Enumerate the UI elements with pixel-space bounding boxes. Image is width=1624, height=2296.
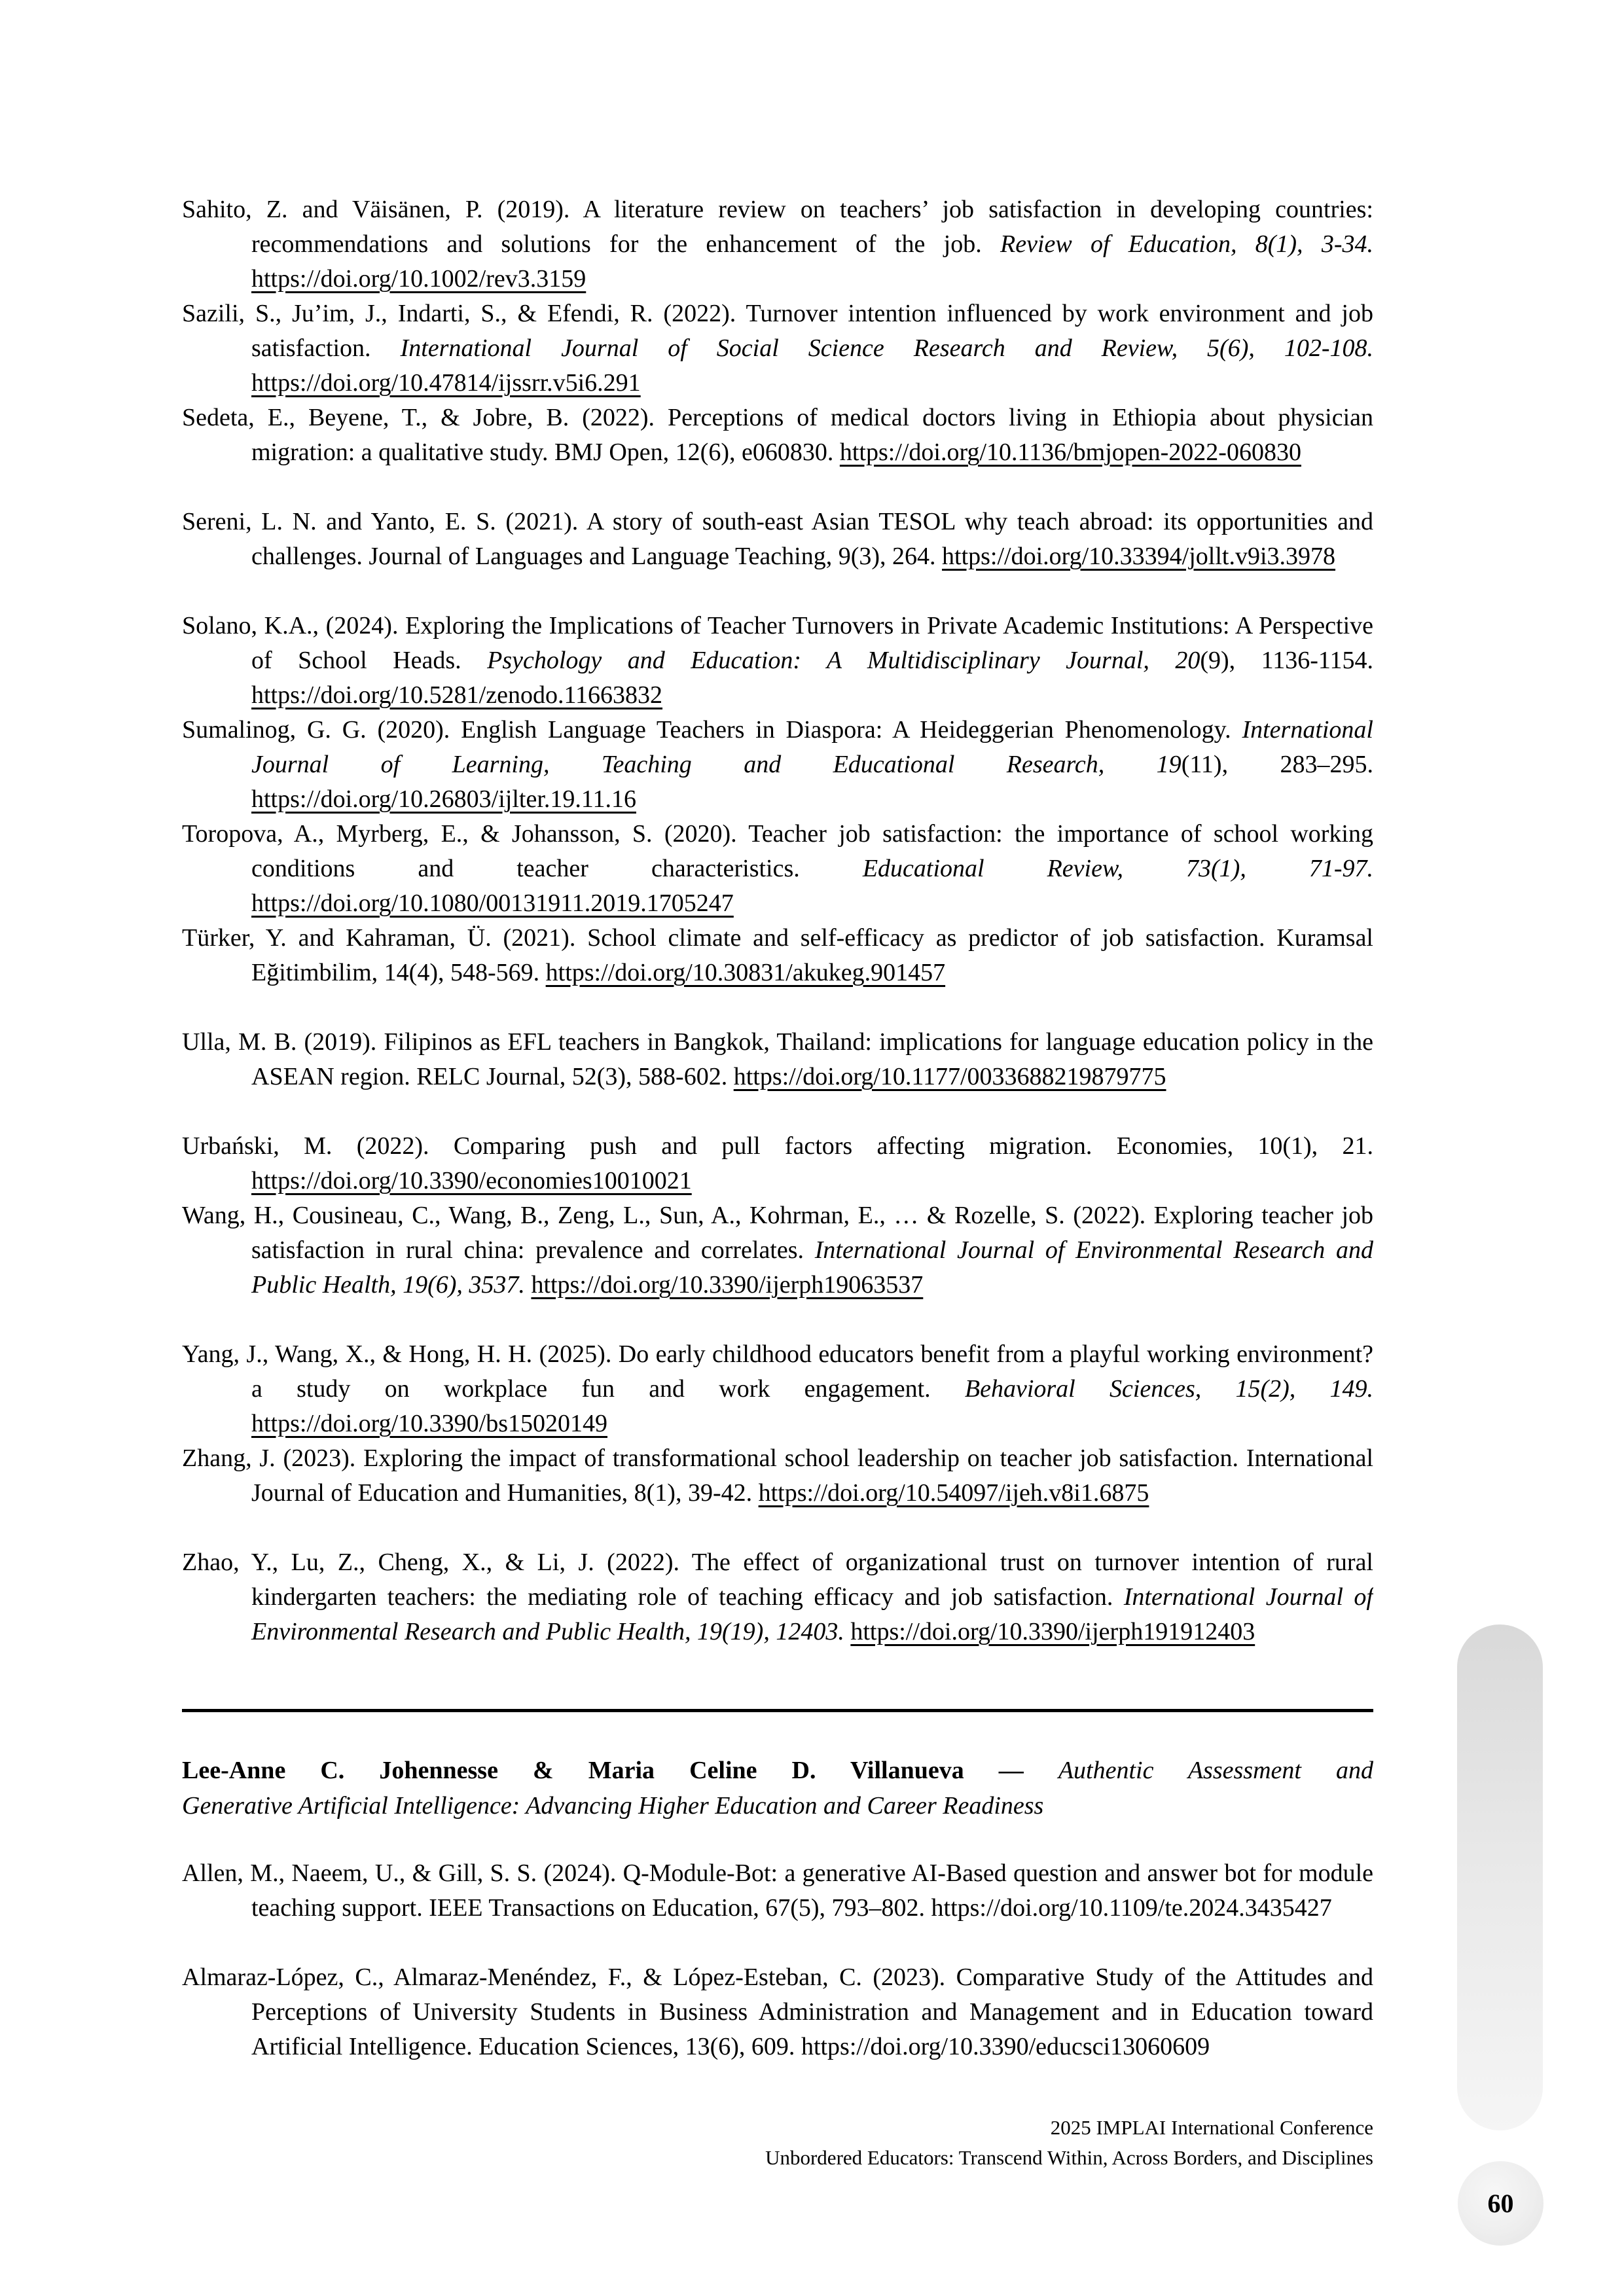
doi-link[interactable]: https://doi.org/10.3390/economies10010021 xyxy=(251,1167,692,1194)
section-header-title-end: Generative Artificial Intelligence: Advancing Higher Education and Career Readiness xyxy=(182,1792,1044,1820)
reference-text: Almaraz-López, C., Almaraz-Menéndez, F., & López-Esteban, C. (2023). Comparative Study of the Attitudes and Perceptions of University Students in Business Administration and Management and in Education toward Artificial Intelligence. Education Sciences, 13(6), 609. xyxy=(182,1964,1373,2060)
reference-entry xyxy=(182,1960,1373,2099)
doi-link[interactable]: https://doi.org/10.3390/bs15020149 xyxy=(251,1410,608,1437)
doi-link[interactable]: https://doi.org/10.1177/0033688219879775 xyxy=(733,1063,1166,1090)
reference-entry xyxy=(182,713,1373,817)
page-footer xyxy=(182,2113,1373,2173)
section-header xyxy=(182,1753,1373,1823)
page-content xyxy=(182,192,1373,2099)
reference-text: Sedeta, E., Beyene, T., & Jobre, B. (2022). Perceptions of medical doctors living in Ethiopia about physician migration: a qualitative study. BMJ Open, 12(6), e060830. xyxy=(182,404,1373,466)
reference-text: Yang, J., Wang, X., & Hong, H. H. (2025). Do early childhood educators benefit from a playful working environment? a study on workplace fun and work engagement. xyxy=(182,1340,1373,1403)
page-edge-decoration xyxy=(1457,1624,1543,2130)
references-section-1 xyxy=(182,192,1373,1684)
journal-title-italic: Educational Review, 73(1), 71-97. xyxy=(862,855,1373,882)
page-number: 60 xyxy=(1487,2189,1514,2218)
reference-entry xyxy=(182,1129,1373,1198)
doi-url[interactable]: https://doi.org/10.3390/educsci13060609 xyxy=(801,2033,1210,2060)
journal-title-italic: International Journal of Learning, Teaching and Educational Research, 19 xyxy=(251,716,1373,778)
reference-entry xyxy=(182,401,1373,505)
reference-text: Zhang, J. (2023). Exploring the impact of transformational school leadership on teacher job satisfaction. International Journal of Education and Humanities, 8(1), 39-42. xyxy=(182,1444,1373,1507)
reference-text: Sahito, Z. and Väisänen, P. (2019). A literature review on teachers’ job satisfaction in developing countries: recommendations and solutions for the enhancement of the job. xyxy=(182,196,1373,258)
doi-link[interactable]: https://doi.org/10.47814/ijssrr.v5i6.291 xyxy=(251,369,641,397)
reference-entry xyxy=(182,817,1373,921)
reference-entry xyxy=(182,1441,1373,1545)
reference-text: Zhao, Y., Lu, Z., Cheng, X., & Li, J. (2022). The effect of organizational trust on turnover intention of rural kindergarten teachers: the mediating role of teaching efficacy and job satisfaction. xyxy=(182,1549,1373,1611)
doi-link[interactable]: https://doi.org/10.26803/ijlter.19.11.16 xyxy=(251,785,636,813)
reference-text xyxy=(525,1271,532,1299)
doi-link[interactable]: https://doi.org/10.33394/jollt.v9i3.3978 xyxy=(942,543,1336,570)
doi-link[interactable]: https://doi.org/10.5281/zenodo.11663832 xyxy=(251,681,663,709)
reference-entry xyxy=(182,921,1373,1025)
reference-entry xyxy=(182,505,1373,609)
reference-text: Türker, Y. and Kahraman, Ü. (2021). School climate and self-efficacy as predictor of job satisfaction. Kuramsal Eğitimbilim, 14(4), 548-569. xyxy=(182,924,1373,986)
reference-text: Ulla, M. B. (2019). Filipinos as EFL teachers in Bangkok, Thailand: implications for language education policy in the ASEAN region. RELC Journal, 52(3), 588-602. xyxy=(182,1028,1373,1090)
section-header-line2 xyxy=(182,1788,1373,1823)
doi-link[interactable]: https://doi.org/10.1136/bmjopen-2022-060830 xyxy=(839,439,1301,466)
reference-text xyxy=(844,1618,851,1645)
section-header-title-start: Authentic Assessment and xyxy=(1058,1757,1373,1784)
doi-link[interactable]: https://doi.org/10.54097/ijeh.v8i1.6875 xyxy=(758,1479,1149,1507)
reference-entry xyxy=(182,1198,1373,1337)
doi-link[interactable]: https://doi.org/10.1080/00131911.2019.1705247 xyxy=(251,889,734,917)
reference-entry xyxy=(182,296,1373,401)
reference-entry xyxy=(182,1337,1373,1441)
journal-title-italic: Psychology and Education: A Multidisciplinary Journal, 20 xyxy=(487,647,1200,674)
journal-title-italic: International Journal of Social Science Research and Review, 5(6), 102-108. xyxy=(400,334,1373,362)
reference-text: (11), 283–295. xyxy=(1181,751,1373,778)
reference-text: Allen, M., Naeem, U., & Gill, S. S. (2024). Q-Module-Bot: a generative AI-Based question and answer bot for module teaching support. IEEE Transactions on Education, 67(5), 793–802. xyxy=(182,1859,1373,1922)
reference-entry xyxy=(182,1025,1373,1129)
references-section-2 xyxy=(182,1856,1373,2099)
reference-text: Urbański, M. (2022). Comparing push and pull factors affecting migration. Economies, 10(1), 21. xyxy=(182,1132,1373,1160)
reference-text: (9), 1136-1154. xyxy=(1200,647,1373,674)
reference-text: Sumalinog, G. G. (2020). English Language Teachers in Diaspora: A Heideggerian Phenomenology. xyxy=(182,716,1242,744)
doi-link[interactable]: https://doi.org/10.30831/akukeg.901457 xyxy=(545,959,946,986)
reference-text: Solano, K.A., (2024). Exploring the Implications of Teacher Turnovers in Private Academic Institutions: A Perspective of School Heads. xyxy=(182,612,1373,674)
reference-entry xyxy=(182,1545,1373,1684)
footer-conference-line: 2025 IMPLAI International Conference xyxy=(1050,2116,1373,2139)
reference-text: Wang, H., Cousineau, C., Wang, B., Zeng, L., Sun, A., Kohrman, E., … & Rozelle, S. (2022). Exploring teacher job satisfaction in rural china: prevalence and correlates. xyxy=(182,1202,1373,1264)
doi-link[interactable]: https://doi.org/10.1002/rev3.3159 xyxy=(251,265,586,293)
reference-text: Sazili, S., Ju’im, J., Indarti, S., & Efendi, R. (2022). Turnover intention influenced by work environment and job satisfaction. xyxy=(182,300,1373,362)
reference-text: Toropova, A., Myrberg, E., & Johansson, S. (2020). Teacher job satisfaction: the importance of school working conditions and teacher characteristics. xyxy=(182,820,1373,882)
journal-title-italic: Review of Education, 8(1), 3-34. xyxy=(1000,230,1373,258)
journal-title-italic: International Journal of Environmental Research and Public Health, 19(6), 3537. xyxy=(251,1236,1373,1299)
doi-url[interactable]: https://doi.org/10.1109/te.2024.3435427 xyxy=(931,1894,1332,1922)
section-header-line1 xyxy=(182,1753,1373,1788)
doi-link[interactable]: https://doi.org/10.3390/ijerph191912403 xyxy=(850,1618,1255,1645)
page-number-badge xyxy=(1458,2161,1543,2246)
reference-entry xyxy=(182,192,1373,296)
section-divider xyxy=(182,1709,1373,1712)
section-header-authors: Lee-Anne C. Johennesse & Maria Celine D. Villanueva — xyxy=(182,1757,1058,1784)
reference-entry xyxy=(182,1856,1373,1960)
journal-title-italic: Behavioral Sciences, 15(2), 149. xyxy=(964,1375,1373,1403)
journal-title-italic: International Journal of Environmental Research and Public Health, 19(19), 12403. xyxy=(251,1583,1373,1645)
doi-link[interactable]: https://doi.org/10.3390/ijerph19063537 xyxy=(531,1271,924,1299)
footer-theme-line: Unbordered Educators: Transcend Within, Across Borders, and Disciplines xyxy=(765,2146,1373,2169)
reference-text: Sereni, L. N. and Yanto, E. S. (2021). A story of south-east Asian TESOL why teach abroad: its opportunities and challenges. Journal of Languages and Language Teaching, 9(3), 264. xyxy=(182,508,1373,570)
reference-entry xyxy=(182,609,1373,713)
